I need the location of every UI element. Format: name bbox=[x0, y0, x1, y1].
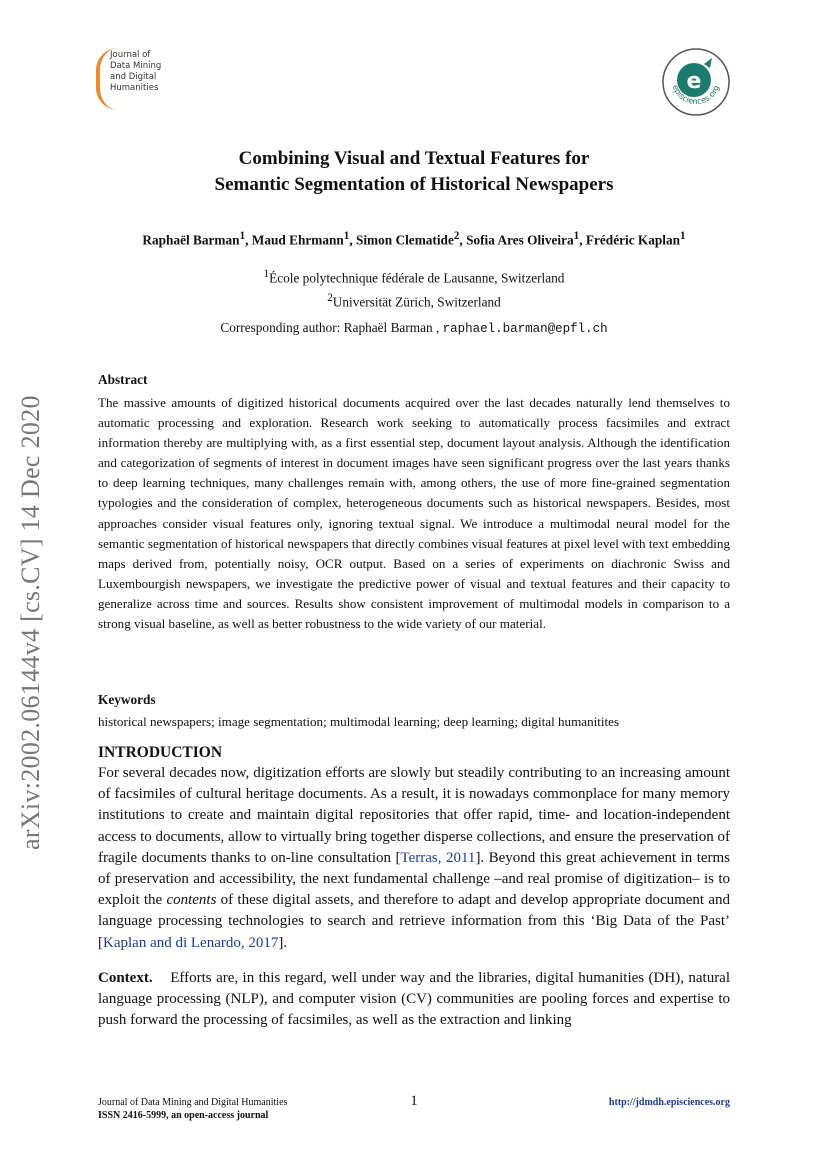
affiliations bbox=[0, 264, 828, 313]
journal-logo-line: Journal of bbox=[110, 50, 151, 60]
author-affil-mark: 1 bbox=[680, 230, 686, 242]
corresponding-label: Corresponding author: Raphaël Barman , bbox=[220, 320, 440, 335]
journal-logo-text bbox=[110, 50, 161, 94]
abstract-heading: Abstract bbox=[98, 372, 148, 387]
emphasis: contents bbox=[166, 892, 217, 909]
title-line-1: Combining Visual and Textual Features for bbox=[238, 148, 590, 169]
corresponding-author bbox=[0, 320, 828, 336]
intro-heading: INTRODUCTION bbox=[98, 744, 223, 761]
abstract-text: The massive amounts of digitized historical documents acquired over the last decades naturally lend themselves to automatic processing and exploration. Research work seeking to automatically process facsimiles and extract information thereby are multiplying with, as a first essential step, document layout analysis. Although the identification and categorization of segments of interest in document images have seen significant progress over the last years thanks to deep learning techniques, many challenges remain with, among others, the use of more fine-grained segmentation typologies and the consideration of complex, heterogeneous documents such as historical newspapers. Besides, most approaches consider visual features only, ignoring textual signal. We introduce a multimodal neural model for the semantic segmentation of historical newspapers that directly combines visual features at pixel level with text embedding maps derived from, potentially noisy, OCR output. Based on a series of experiments on diachronic Swiss and Luxembourgish newspapers, we investigate the predictive power of visual and textual features and their capacity to generalize across time and sources. Results show consistent improvement of multimodal models in comparison to a strong visual baseline, as well as better robustness to the wide variety of our material. bbox=[98, 395, 730, 632]
paper-title bbox=[0, 146, 828, 198]
svg-text:e: e bbox=[686, 69, 702, 94]
author-affil-mark: 1 bbox=[573, 230, 580, 242]
corresponding-email[interactable]: raphael.barman@epfl.ch bbox=[442, 322, 608, 336]
citation-link[interactable]: Kaplan and di Lenardo, 2017 bbox=[103, 934, 279, 951]
keywords-heading: Keywords bbox=[98, 692, 156, 707]
context-label: Context. bbox=[98, 970, 153, 986]
author-affil-mark: 1 bbox=[343, 230, 350, 242]
author-name: Simon Clematide bbox=[355, 232, 454, 248]
arxiv-identifier: arXiv:2002.06144v4 [cs.CV] 14 Dec 2020 bbox=[16, 395, 45, 850]
context-paragraph: Context. Efforts are, in this regard, well under way and the libraries, digital humanities (DH), natural language processing (NLP), and computer vision (CV) communities are pooling forces and expertise to push forward the processing of facsimiles, as well as the extraction and linking bbox=[98, 970, 731, 1029]
footer-journal-name: Journal of Data Mining and Digital Humanities bbox=[98, 1097, 288, 1108]
affiliation: $^2$Universität Zürich, Switzerland bbox=[327, 292, 501, 310]
journal-logo bbox=[96, 44, 176, 114]
episciences-logo-text: episciences.org bbox=[670, 83, 722, 107]
author-name: Sofia Ares Oliveira bbox=[466, 232, 574, 248]
journal-logo-line: Data Mining bbox=[110, 61, 162, 71]
author-list: Raphaël Barman$^1$, Maud Ehrmann$^1$, Simon Clematide$^2$, Sofia Ares Oliveira$^1$, Frédéric Kaplan$^1$ bbox=[142, 230, 686, 248]
author-affil-mark: 2 bbox=[453, 230, 460, 242]
keywords-text: historical newspapers; image segmentation; multimodal learning; deep learning; digital humanitites bbox=[98, 714, 620, 729]
author-affil-mark: 1 bbox=[239, 230, 246, 242]
footer-url[interactable]: http://jdmdh.episciences.org bbox=[608, 1097, 730, 1108]
footer-issn: ISSN 2416-5999, an open-access journal bbox=[98, 1110, 269, 1121]
title-line-2: Semantic Segmentation of Historical Newspapers bbox=[214, 174, 614, 195]
journal-logo-line: Humanities bbox=[110, 83, 159, 93]
journal-logo-line: and Digital bbox=[110, 72, 157, 82]
affiliation: $^1$École polytechnique fédérale de Lausanne, Switzerland bbox=[263, 268, 565, 286]
page-number: 1 bbox=[410, 1093, 418, 1109]
author-name: Frédéric Kaplan bbox=[585, 232, 681, 248]
intro-paragraph: For several decades now, digitization efforts are slowly but steadily contributing to an increasing amount of facsimiles of cultural heritage documents. As a result, it is nowadays commonplace for many memory institutions to create and maintain digital repositories that offer rapid, time- and location-independent access to documents, allow to virtually bring together disperse collections, and ensure the preservation of fragile documents thanks to on-line consultation [Terras, 2011]. Beyond this great achievement in terms of preservation and accessibility, the next fundamental challenge –and real promise of digitization– is to exploit the contents of these digital assets, and therefore to adapt and develop appropriate document and language processing technologies to search and retrieve information from this ‘Big Data of the Past’ [Kaplan and di Lenardo, 2017]. bbox=[98, 765, 731, 951]
citation-link[interactable]: Terras, 2011 bbox=[400, 849, 476, 866]
episciences-logo bbox=[660, 46, 732, 118]
author-name: Raphaël Barman bbox=[142, 232, 240, 248]
author-name: Maud Ehrmann bbox=[251, 232, 344, 248]
